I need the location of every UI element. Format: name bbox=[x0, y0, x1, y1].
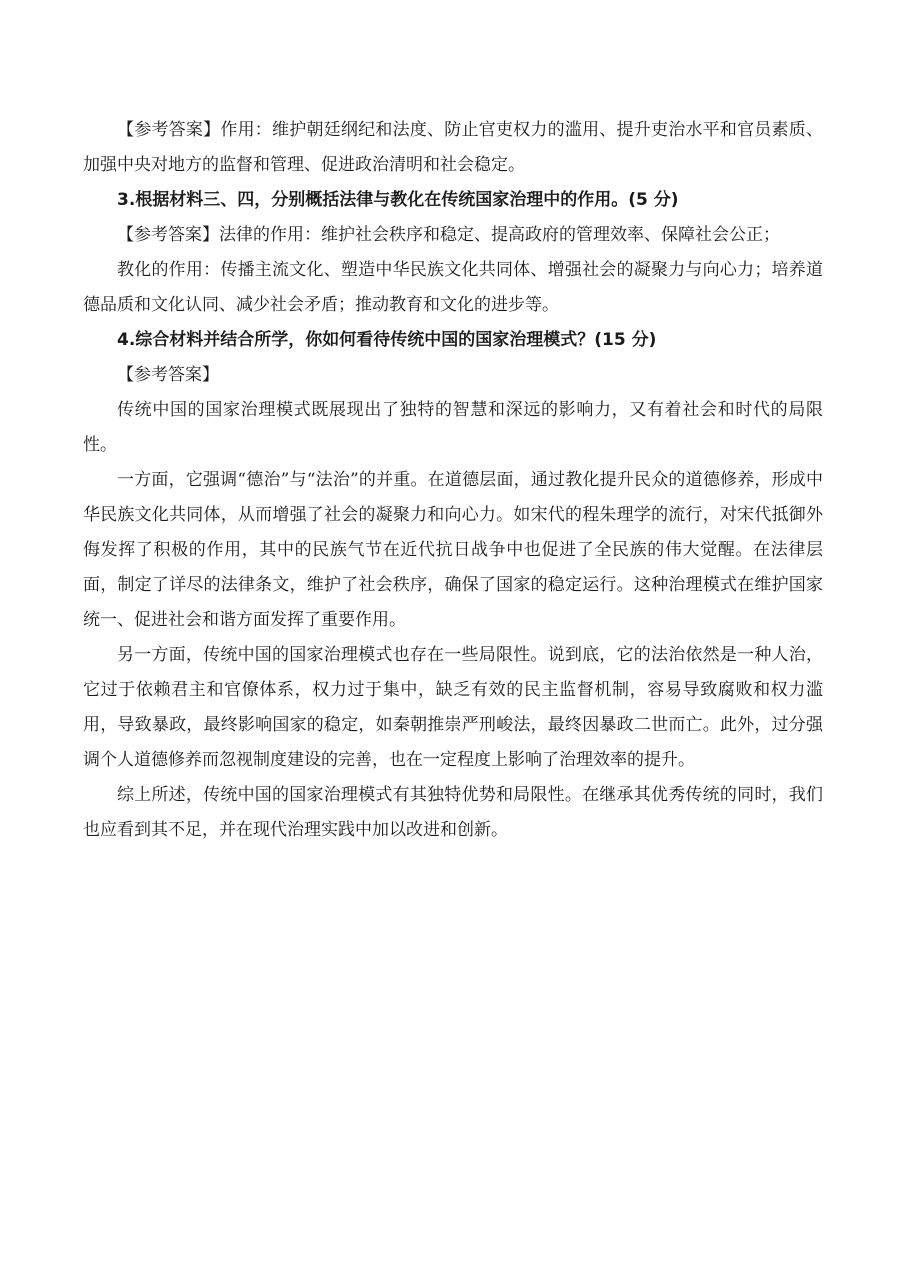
answer-3-education: 教化的作用：传播主流文化、塑造中华民族文化共同体、增强社会的凝聚力与向心力；培养道德品质和文化认同、减少社会矛盾；推动教育和文化的进步等。 bbox=[83, 260, 823, 315]
document-body bbox=[83, 113, 823, 848]
answer-4-paragraph-merits: 一方面，它强调“德治”与“法治”的并重。在道德层面，通过教化提升民众的道德修养，形成中华民族文化共同体，从而增强了社会的凝聚力和向心力。如宋代的程朱理学的流行，对宋代抵御外侮发挥了积极的作用，其中的民族气节在近代抗日战争中也促进了全民族的伟大觉醒。在法律层面，制定了详尽的法律条文，维护了社会秩序，确保了国家的稳定运行。这种治理模式在维护国家统一、促进社会和谐方面发挥了重要作用。 bbox=[83, 470, 823, 630]
question-3: 3.根据材料三、四，分别概括法律与教化在传统国家治理中的作用。(5 分) bbox=[117, 190, 679, 210]
answer-4-label: 【参考答案】 bbox=[117, 365, 219, 385]
answer-2-paragraph: 【参考答案】作用：维护朝廷纲纪和法度、防止官吏权力的滥用、提升吏治水平和官员素质、加强中央对地方的监督和管理、促进政治清明和社会稳定。 bbox=[83, 120, 823, 175]
question-4: 4.综合材料并结合所学，你如何看待传统中国的国家治理模式？(15 分) bbox=[117, 330, 657, 350]
answer-4-paragraph-conclusion: 综上所述，传统中国的国家治理模式有其独特优势和局限性。在继承其优秀传统的同时，我们也应看到其不足，并在现代治理实践中加以改进和创新。 bbox=[83, 785, 823, 840]
answer-3-law: 【参考答案】法律的作用：维护社会秩序和稳定、提高政府的管理效率、保障社会公正； bbox=[117, 225, 780, 245]
answer-4-paragraph-limits: 另一方面，传统中国的国家治理模式也存在一些局限性。说到底，它的法治依然是一种人治，它过于依赖君主和官僚体系，权力过于集中，缺乏有效的民主监督机制，容易导致腐败和权力滥用，导致暴政，最终影响国家的稳定，如秦朝推崇严刑峻法，最终因暴政二世而亡。此外，过分强调个人道德修养而忽视制度建设的完善，也在一定程度上影响了治理效率的提升。 bbox=[83, 645, 823, 770]
answer-4-paragraph-intro: 传统中国的国家治理模式既展现出了独特的智慧和深远的影响力，又有着社会和时代的局限性。 bbox=[83, 400, 823, 455]
